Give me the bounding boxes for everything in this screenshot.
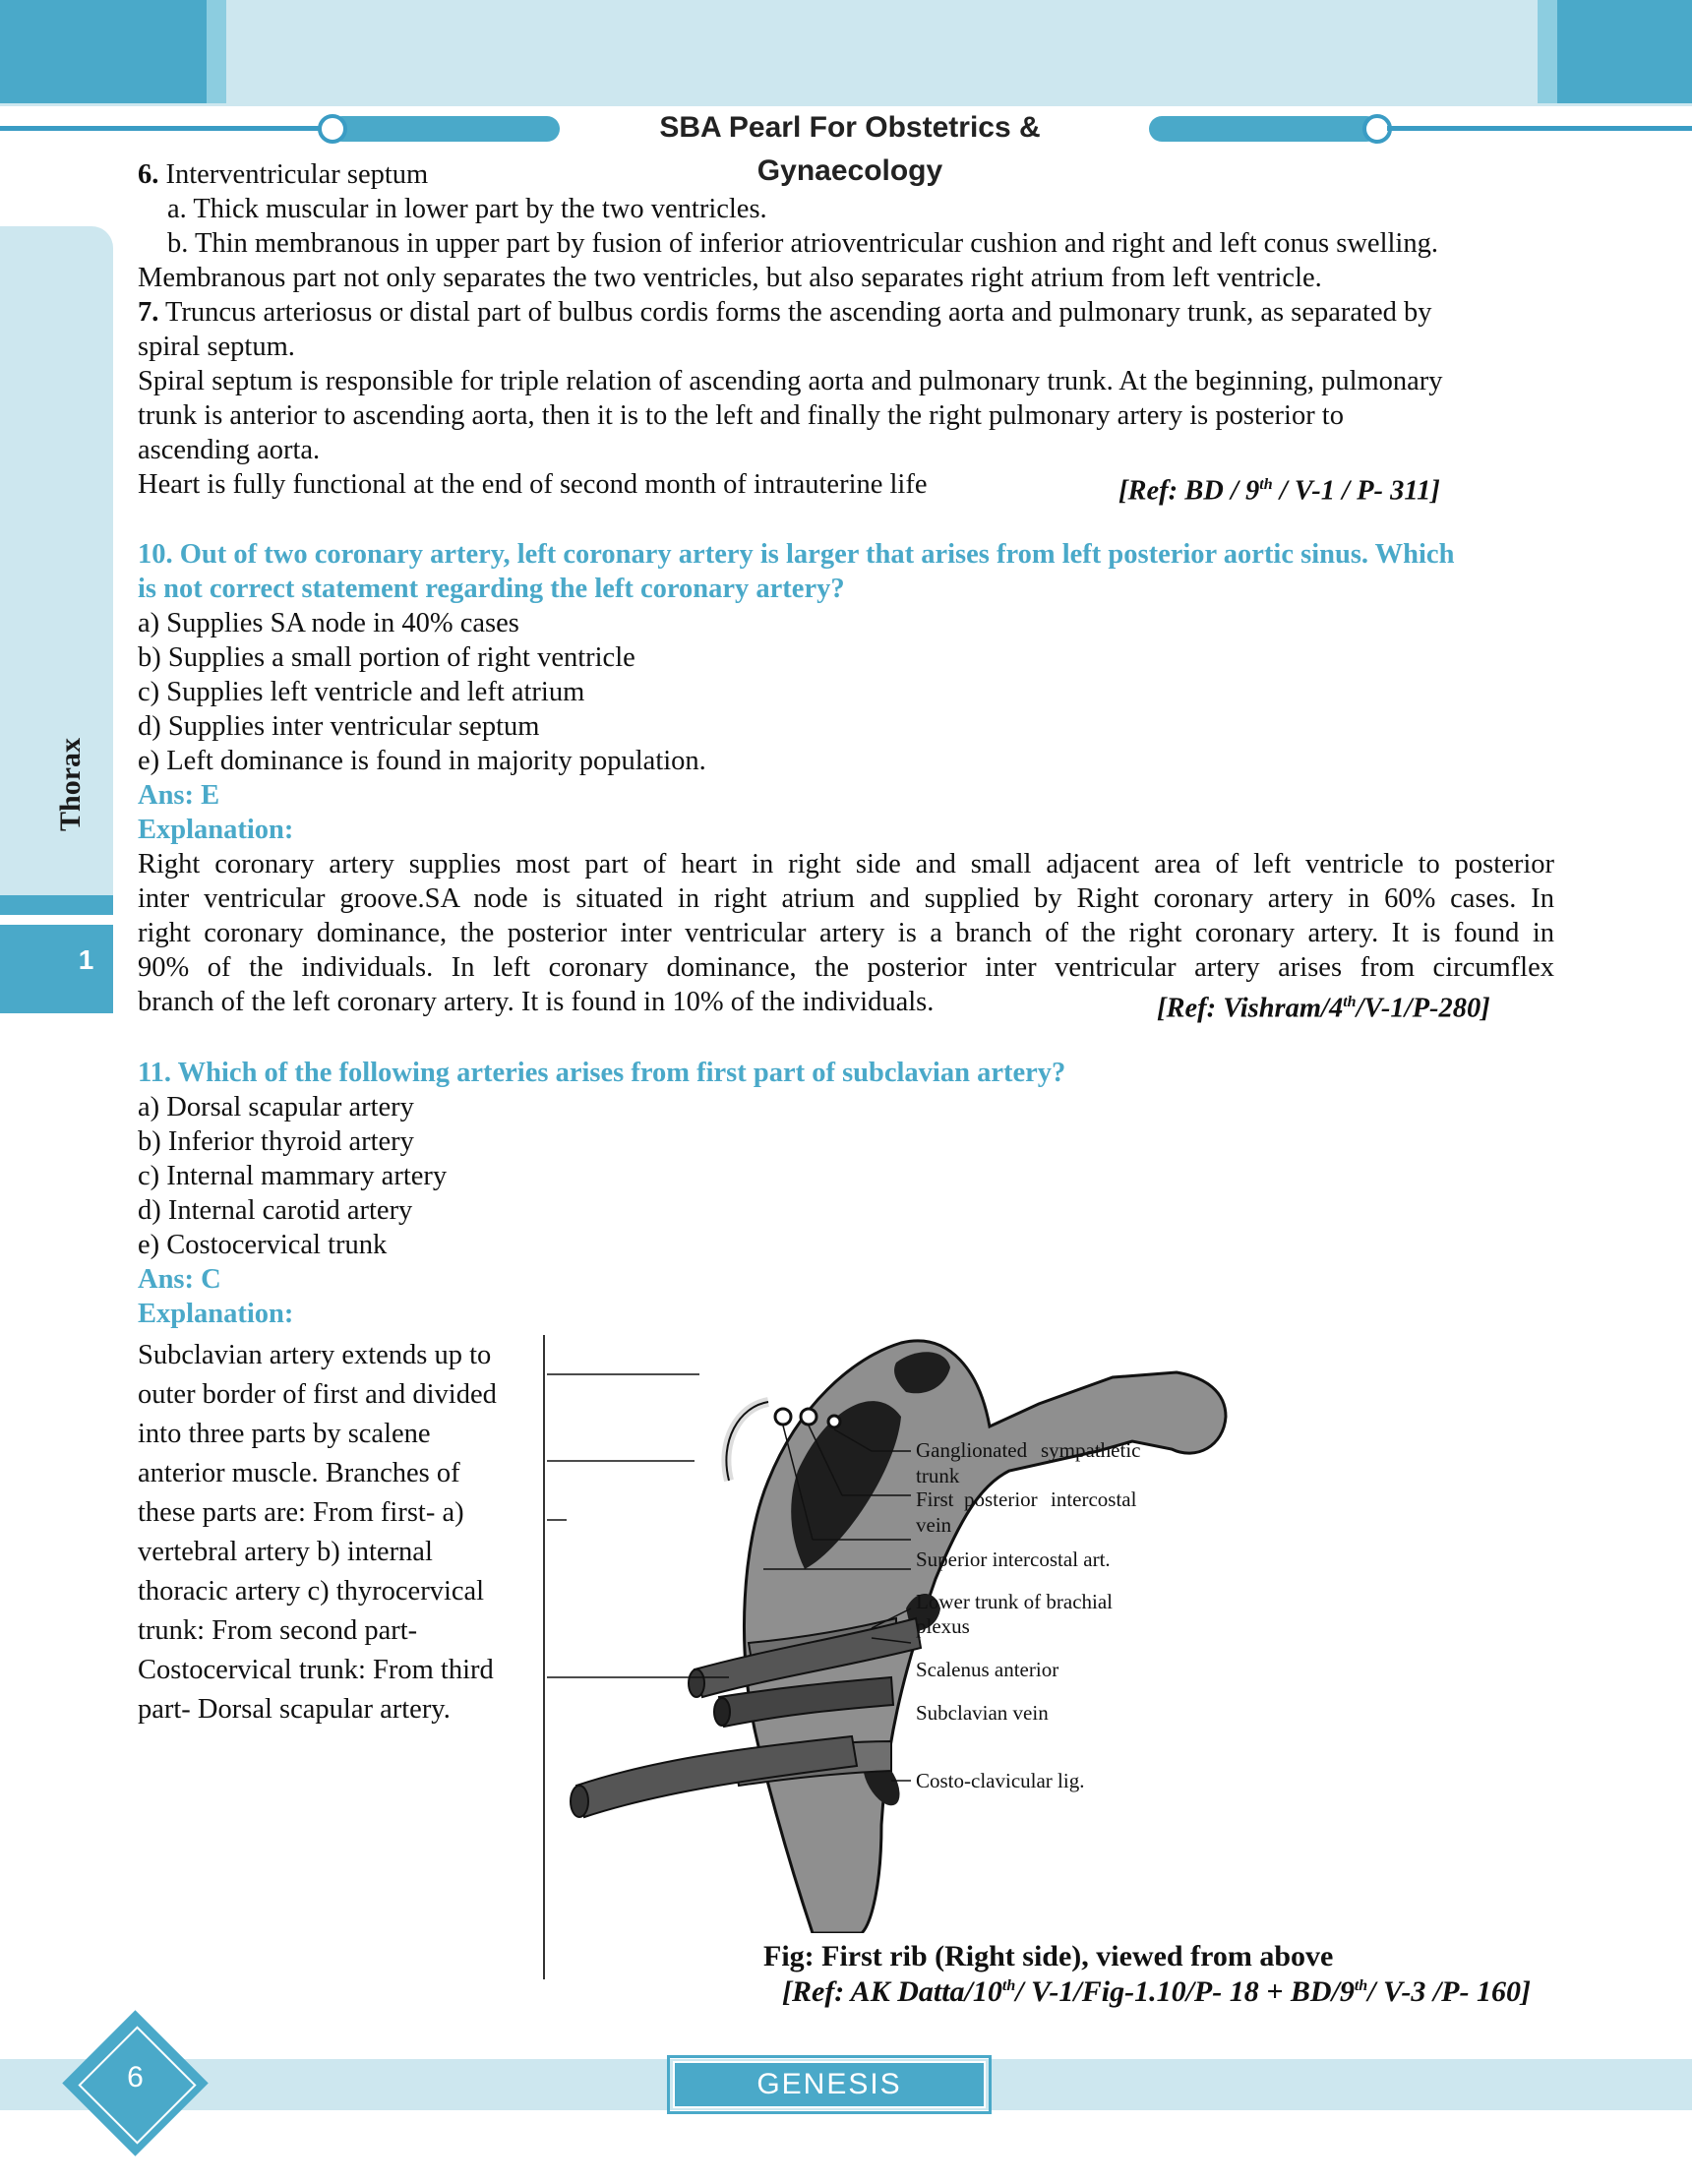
q10-explanation-line: inter ventricular groove.SA node is situated in right atrium and supplied by Right coronary artery in 60% cases. In (138, 883, 1554, 914)
figure-reference (782, 1975, 1531, 2009)
q11-stem: 11. Which of the following arteries arises from first part of subclavian artery? (138, 1058, 1066, 1088)
intro-ref-sup: th (1259, 476, 1273, 493)
spiral-line2: trunk is anterior to ascending aorta, then it is to the left and finally the right pulmonary artery is posterior to (138, 400, 1344, 431)
q10-stem-line2: is not correct statement regarding the left coronary artery? (138, 574, 845, 604)
intro-reference (1118, 467, 1440, 509)
item6-note: Membranous part not only separates the two ventricles, but also separates right atrium from left ventricle. (138, 263, 1322, 293)
fig-label-subclavian-vein: Subclavian vein (916, 1701, 1049, 1725)
q10-option: a) Supplies SA node in 40% cases (138, 608, 519, 638)
brand-name: GENESIS (756, 2068, 902, 2100)
q11-option: b) Inferior thyroid artery (138, 1126, 414, 1157)
figure-caption: Fig: First rib (Right side), viewed from above (763, 1940, 1334, 1972)
header-left-accent (207, 0, 226, 103)
q11-explanation-line: Subclavian artery extends up to (138, 1340, 492, 1370)
fig-label-posterior: posterior (964, 1487, 1038, 1511)
fig-label-lower-trunk: Lower trunk of brachial (916, 1590, 1114, 1613)
fig-label-ganglionated: Ganglionated (916, 1438, 1028, 1462)
fig-ref-sup2: th (1354, 1977, 1368, 1994)
q11-option: c) Internal mammary artery (138, 1161, 448, 1191)
header-pill-left (330, 116, 560, 142)
item6-title: Interventricular septum (165, 159, 429, 190)
fig-ref-a: [Ref: AK Datta/10 (782, 1975, 1002, 2008)
intro-ref-b: / V-1 / P- 311] (1272, 475, 1440, 507)
q11-explanation-line: these parts are: From first- a) (138, 1497, 464, 1528)
sympathetic-trunk (726, 1402, 768, 1481)
q10-ref-b: /V-1/P-280] (1356, 993, 1490, 1024)
q11-explanation-line: into three parts by scalene (138, 1419, 431, 1449)
fig-label-intercostal: intercostal (1051, 1487, 1137, 1511)
item6-number: 6. (138, 159, 159, 190)
item7-line1 (138, 295, 1431, 330)
q10-explanation-line: Right coronary artery supplies most part of heart in right side and small adjacent area of left ventricle to posterior (138, 849, 1554, 880)
fig-label-vein: vein (916, 1513, 952, 1537)
heart-line: Heart is fully functional at the end of second month of intrauterine life (138, 469, 928, 500)
fig-ref-b: / V-1/Fig-1.10/P- 18 + BD/9 (1015, 1975, 1355, 2008)
q10-answer: Ans: E (138, 780, 220, 811)
q11-explanation-line: Costocervical trunk: From third (138, 1655, 494, 1685)
header-band (0, 0, 1692, 106)
q11-explanation-line: outer border of first and divided (138, 1379, 497, 1410)
q10-explanation-line: 90% of the individuals. In left coronary dominance, the posterior inter ventricular artery arises from circumflex (138, 952, 1554, 983)
fig-ref-c: / V-3 /P- 160] (1367, 1975, 1531, 2008)
q11-option: a) Dorsal scapular artery (138, 1092, 414, 1122)
ganglion-2 (801, 1409, 816, 1425)
first-rib-figure (547, 1323, 1560, 1933)
spiral-line3: ascending aorta. (138, 435, 321, 465)
q10-ref-a: [Ref: Vishram/4 (1157, 993, 1344, 1024)
q11-explanation-label: Explanation: (138, 1299, 294, 1329)
header-left-block (0, 0, 207, 103)
q11-answer: Ans: C (138, 1264, 221, 1295)
q10-explanation-line: right coronary dominance, the posterior inter ventricular artery is a branch of the right coronary artery. It is found in (138, 918, 1554, 948)
q10-option: d) Supplies inter ventricular septum (138, 711, 540, 742)
fig-label-superior-intercostal: Superior intercostal art. (916, 1547, 1111, 1571)
header-pill-right (1149, 116, 1379, 142)
q11-explanation-line: trunk: From second part- (138, 1615, 418, 1646)
book-title: SBA Pearl For Obstetrics & Gynaecology (659, 111, 1041, 187)
fig-ref-sup1: th (1001, 1977, 1016, 1994)
fig-label-plexus: plexus (916, 1614, 970, 1638)
q11-explanation-line: anterior muscle. Branches of (138, 1458, 460, 1488)
header-rule-left (0, 126, 325, 131)
chapter-number: 1 (78, 944, 94, 975)
ganglion-3 (828, 1416, 840, 1427)
header-right-accent (1538, 0, 1557, 103)
q10-option: b) Supplies a small portion of right ventricle (138, 642, 635, 673)
q11-explanation-line: part- Dorsal scapular artery. (138, 1694, 451, 1725)
q10-ref-sup: th (1343, 994, 1357, 1010)
item6-b: b. Thin membranous in upper part by fusion of inferior atrioventricular cushion and right and left conus swelling. (167, 228, 1438, 259)
item6-heading (138, 157, 428, 192)
header-right-block (1557, 0, 1692, 103)
q11-option: d) Internal carotid artery (138, 1195, 413, 1226)
q10-reference (1157, 985, 1490, 1026)
q10-option: c) Supplies left ventricle and left atrium (138, 677, 585, 707)
fig-label-first: First (916, 1487, 954, 1511)
q10-stem-line1: 10. Out of two coronary artery, left coronary artery is larger that arises from left posterior aortic sinus. Which (138, 539, 1455, 570)
page-number: 6 (127, 2061, 144, 2093)
fig-label-scalenus-anterior: Scalenus anterior (916, 1658, 1059, 1681)
figure-divider (543, 1335, 545, 1979)
q10-option: e) Left dominance is found in majority population. (138, 746, 706, 776)
header-rule-right (1387, 126, 1692, 131)
fig-label-costo-clavicular: Costo-clavicular lig. (916, 1769, 1085, 1792)
section-label: Thorax (54, 737, 87, 831)
q11-explanation-line: thoracic artery c) thyrocervical (138, 1576, 485, 1607)
item7-text: Truncus arteriosus or distal part of bulbus cordis forms the ascending aorta and pulmonary trunk, as separated by (165, 297, 1432, 328)
spiral-line1: Spiral septum is responsible for triple relation of ascending aorta and pulmonary trunk. At the beginning, pulmonary (138, 366, 1443, 396)
item7-number: 7. (138, 297, 159, 328)
q11-explanation-line: vertebral artery b) internal (138, 1537, 433, 1567)
item6-a: a. Thick muscular in lower part by the two ventricles. (167, 194, 767, 224)
ganglion-1 (775, 1409, 791, 1425)
item7-line2: spiral septum. (138, 332, 295, 362)
intro-ref-a: [Ref: BD / 9 (1118, 475, 1260, 507)
side-tab-strip (0, 895, 113, 915)
q10-explanation-label: Explanation: (138, 815, 294, 845)
q11-option: e) Costocervical trunk (138, 1230, 388, 1260)
q10-explanation-line: branch of the left coronary artery. It is found in 10% of the individuals. (138, 987, 935, 1017)
fig-label-trunk: trunk (916, 1464, 960, 1487)
header-dot-left (318, 114, 347, 144)
fig-label-sympathetic: sympathetic (1041, 1438, 1141, 1462)
